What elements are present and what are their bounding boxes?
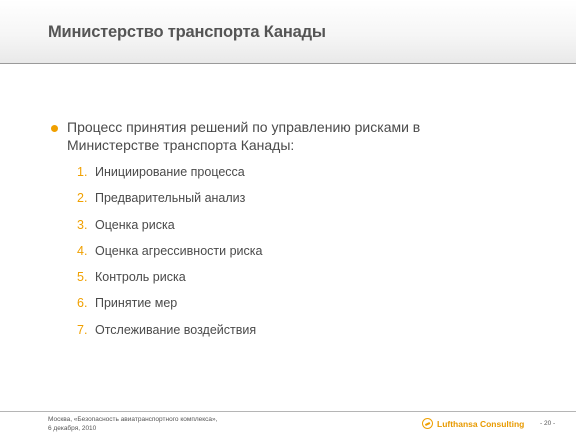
footer-caption [48,416,217,433]
step-text: Оценка агрессивности риска [95,243,263,258]
footer-date: 6 декабря, 2010 [48,424,97,432]
footer-divider [0,411,576,412]
list-item [77,164,262,190]
title-divider [0,63,576,64]
list-item [77,190,262,216]
steps-list [77,164,262,348]
page-number: - 20 - [540,420,556,427]
step-number: 4. [77,243,88,258]
step-text: Оценка риска [95,217,175,232]
step-text: Принятие мер [95,296,178,311]
step-number: 6. [77,296,88,311]
list-item [77,217,262,243]
list-item [77,322,262,348]
step-number: 3. [77,217,88,232]
step-text: Инициирование процесса [95,165,245,179]
list-item [77,269,262,295]
bullet-dot-icon [51,125,58,132]
step-text: Контроль риска [95,270,186,285]
step-number: 1. [77,165,88,179]
slide-title: Министерство транспорта Канады [48,23,326,41]
step-number: 2. [77,191,88,206]
brand-name: Lufthansa Consulting [437,418,525,429]
step-number: 7. [77,322,88,337]
step-text: Предварительный анализ [95,191,246,206]
step-text: Отслеживание воздействия [95,322,257,337]
list-item [77,243,262,269]
lead-paragraph: Процесс принятия решений по управлению рисками в Министерстве транспорта Канады: [67,119,421,153]
brand-logo [422,418,524,429]
step-number: 5. [77,270,88,285]
footer-event: Москва, «Безопасность авиатранспортного комплекса», [48,416,218,423]
list-item [77,295,262,321]
crane-logo-icon [422,418,433,429]
